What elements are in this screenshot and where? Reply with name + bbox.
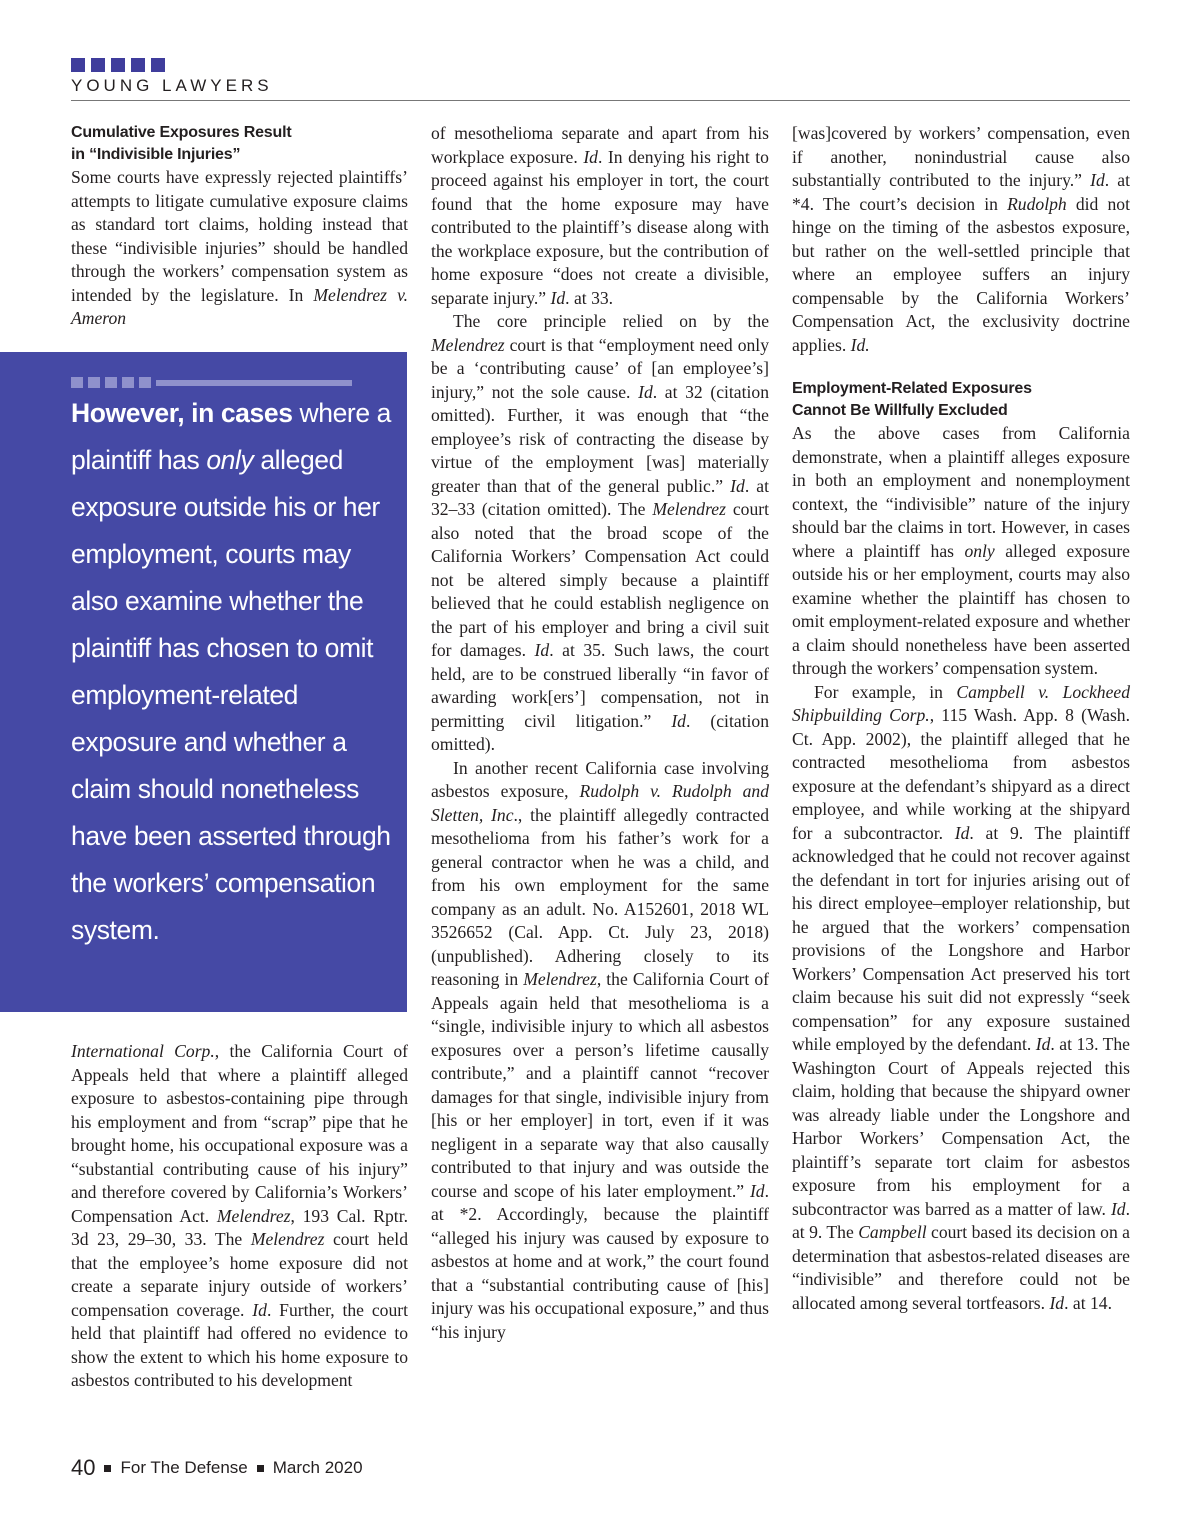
paragraph: [71, 1040, 408, 1393]
column-3: [792, 122, 1130, 1315]
decor-line: [156, 380, 352, 386]
column-1-top: [71, 122, 408, 331]
emphasis: only: [206, 445, 254, 475]
text-run: court held that the employee’s home exposure did not create a separate injury outside of workers’ compensation coverage.: [71, 1229, 408, 1320]
text-run: , 115 Wash. App. 8 (Wash. Ct. App. 2002), the plaintiff alleged that he contracted mesothelioma from asbestos exposure at the defendant’s shipyard as a direct employee, and while working at the shipyard for a subcontractor.: [792, 705, 1130, 843]
text-run: . at 32–33 (citation omitted). The: [431, 475, 769, 519]
emphasis: only: [964, 540, 995, 561]
masthead-square: [71, 58, 85, 72]
case-name: Melendrez: [523, 969, 597, 989]
case-name: Melendrez: [431, 334, 505, 355]
masthead-square: [111, 58, 125, 72]
page-footer: [71, 1455, 363, 1481]
citation: Id: [638, 381, 653, 402]
paragraph: [431, 122, 769, 310]
masthead-squares: [71, 58, 165, 72]
paragraph: [792, 681, 1130, 1316]
citation: Id: [1090, 170, 1105, 190]
text-run: alleged exposure outside his or her employment, courts may also examine whether the plaintiff has chosen to omit employment-related exposure and whether a claim should nonetheless have been asserted through the workers’ compensation system.: [792, 540, 1130, 678]
decor-square: [122, 377, 134, 388]
citation: Id: [583, 146, 598, 167]
text-run: For example, in: [814, 681, 957, 702]
text-run: . at *2. Accordingly, because the plaintiff “alleged his injury was caused by exposure to asbestos at home and at work,” the court found that a “substantial contributing cause of [his] injury was his occupational exposure,” and thus “his injury: [431, 1180, 769, 1342]
decor-square: [88, 377, 100, 388]
case-name: Campbell v. Lockheed Shipbuilding Corp.: [792, 681, 1130, 725]
text-run: . at *4. The court’s decision in: [792, 170, 1130, 214]
text-run: where a plaintiff has: [71, 398, 391, 475]
decor-square: [105, 377, 117, 388]
citation: Id: [1035, 1034, 1051, 1054]
citation: Id: [730, 475, 745, 496]
text-run: As the above cases from California demonstrate, when a plaintiff alleges exposure in both an employment and nonemployment context, the “indivisible” nature of the injury should bar the claims in tort. However, in cases where a plaintiff has: [792, 423, 1130, 561]
text-run: of mesothelioma separate and apart from his workplace exposure.: [431, 123, 769, 167]
paragraph: [792, 422, 1130, 681]
subhead-line: in “Indivisible Injuries”: [71, 146, 241, 163]
pull-quote-text: [71, 390, 391, 954]
case-name: Campbell: [858, 1222, 927, 1242]
text-run: , the California Court of Appeals held that where a plaintiff alleged exposure to asbestos-containing pipe through his employment and from “scrap” pipe that he brought home, his occupational exposure was a “substantial contributing cause of his injury” and therefore covered by California’s Workers’ Compensation Act.: [71, 1041, 408, 1226]
text-run: . at 35. Such laws, the court held, are to be construed liberally “in favor of awarding work[ers’] compensation, not in permitting civil litigation.”: [431, 640, 769, 731]
text-run: . In denying his right to proceed against his employer in tort, the court found that the home exposure may have contributed to the plaintiff’s disease along with the workplace exposure, but the contribution of home exposure “does not create a divisible, separate injury.”: [431, 146, 769, 308]
citation: Id: [534, 640, 550, 660]
citation: Id: [671, 710, 686, 731]
case-name: Melendrez: [250, 1229, 325, 1249]
text-run: . at 13. The Washington Court of Appeals rejected this claim, holding that because the shipyard owner was already liable under the Longshore and Harbor Workers’ Compensation Act, the plaintiff’s separate tort claim for asbestos exposure from his employment for a subcontractor was barred as a matter of law.: [792, 1034, 1130, 1219]
text-run: , 193 Cal. Rptr. 3d 23, 29–30, 33. The: [71, 1205, 408, 1249]
case-name: International Corp.: [71, 1041, 215, 1061]
case-name: Melendrez: [216, 1205, 291, 1226]
text-run: The core principle relied on by the: [453, 311, 769, 331]
publication-name: For The Defense: [120, 1458, 248, 1477]
text-run: . at 14.: [1064, 1292, 1112, 1313]
text-run: court also noted that the broad scope of the California Workers’ Compensation Act could not be altered simply because a plaintiff believed that he could establish negligence on the part of his employer and bring a civil suit for damages.: [431, 499, 769, 660]
masthead-square: [131, 58, 145, 72]
text-run: court based its decision on a determination that asbestos-related diseases are “indivisible” and therefore could not be allocated among several tortfeasors.: [792, 1222, 1130, 1313]
issue-date: March 2020: [272, 1458, 363, 1477]
citation: Id: [550, 287, 566, 308]
citation: Id: [1110, 1198, 1126, 1219]
section-label: YOUNG LAWYERS: [71, 76, 273, 95]
column-2: [431, 122, 769, 1344]
citation: Id: [1049, 1292, 1065, 1313]
masthead-square: [91, 58, 105, 72]
paragraph: [431, 310, 769, 757]
decor-square: [139, 377, 151, 388]
page-number: 40: [71, 1455, 96, 1480]
subhead-line: Cannot Be Willfully Excluded: [792, 402, 1008, 419]
text-run: In another recent California case involving asbestos exposure,: [431, 757, 769, 801]
bullet-separator: [257, 1465, 264, 1472]
citation: Id: [749, 1180, 765, 1201]
text-run: Some courts have expressly rejected plaintiffs’ attempts to litigate cumulative exposure claims as standard tort claims, holding instead that these “indivisible injuries” should be handled through the workers’ compensation system as intended by the legislature. In: [71, 167, 408, 305]
text-run: . Further, the court held that plaintiff had offered no evidence to show the extent to which his home exposure to asbestos contributed to his development: [71, 1299, 408, 1390]
text-run: , the California Court of Appeals again held that mesothelioma is a “single, indivisible injury to which all asbestos exposures over a person’s lifetime causally contribute,” and a plaintiff cannot “recover damages for that single, indivisible injury from [his or her employer] in tort, even if it was negligent in a separate way that also causally contributed to that injury and was outside the course and scope of his later employment.”: [431, 969, 769, 1201]
text-run: ., the plaintiff allegedly contracted mesothelioma from his father’s work for a general contractor when he was a child, and from his own employment for the same company as an adult. No. A152601, 2018 WL 3526652 (Cal. App. Ct. July 23, 2018) (unpublished). Adhering closely to its reasoning in: [431, 804, 769, 989]
spacer: [792, 357, 1130, 378]
citation: Id.: [850, 334, 870, 355]
subhead-line: Employment-Related Exposures: [792, 380, 1032, 397]
text-run: . at 9. The plaintiff acknowledged that he could not recover against the defendant in tort for injuries arising out of his direct employee–employer relationship, but he argued that the workers’ compensation provisions of the Longshore and Harbor Workers’ Compensation Act preserved his tort claim because his suit did not expressly “seek compensation” for any exposure sustained while employed by the defendant.: [792, 822, 1130, 1054]
paragraph: [71, 166, 408, 331]
text-run: alleged exposure outside his or her employment, courts may also examine whether the plaintiff has chosen to omit employment-related exposure and whether a claim should nonetheless have been asserted through the workers’ compensation system.: [71, 445, 391, 945]
text-run: . at 9. The: [792, 1198, 1130, 1242]
pull-quote-decoration: [71, 377, 352, 388]
bullet-separator: [104, 1465, 111, 1472]
case-name: Rudolph v. Rudolph and Sletten, Inc: [431, 781, 769, 825]
citation: Id: [252, 1299, 267, 1320]
text-run: court is that “employment need only be a ‘contributing cause’ of [an employee’s] injury,” not the sole cause.: [431, 334, 769, 402]
case-name: Melendrez v. Ameron: [71, 284, 408, 328]
pull-quote: [0, 352, 407, 1012]
subhead-employment-related: [792, 378, 1130, 422]
decor-square: [71, 377, 83, 388]
case-name: Rudolph: [1007, 193, 1067, 214]
column-1-bottom: [71, 1040, 408, 1393]
citation: Id: [954, 822, 970, 843]
case-name: Melendrez: [652, 499, 726, 519]
text-run: [was]covered by workers’ compensation, even if another, nonindustrial cause also substantially contributed to the injury.”: [792, 123, 1130, 190]
text-run: . at 32 (citation omitted). Further, it was enough that “the employee’s risk of contracting the disease by virtue of the employment [was] materially greater than that of the general public.”: [431, 381, 769, 496]
paragraph: [431, 757, 769, 1345]
text-run: . (citation omitted).: [431, 710, 770, 754]
text-run: . at 33.: [565, 287, 614, 308]
masthead-square: [151, 58, 165, 72]
header-rule: [71, 100, 1130, 101]
text-run: did not hinge on the timing of the asbestos exposure, but rather on the well-settled principle that where an employee suffers an injury compensable by the California Workers’ Compensation Act, the exclusivity doctrine applies.: [792, 193, 1130, 355]
subhead-cumulative-exposures: [71, 122, 408, 166]
subhead-line: Cumulative Exposures Result: [71, 124, 292, 141]
paragraph: [792, 122, 1130, 357]
pull-quote-lead: However, in cases: [71, 398, 293, 428]
